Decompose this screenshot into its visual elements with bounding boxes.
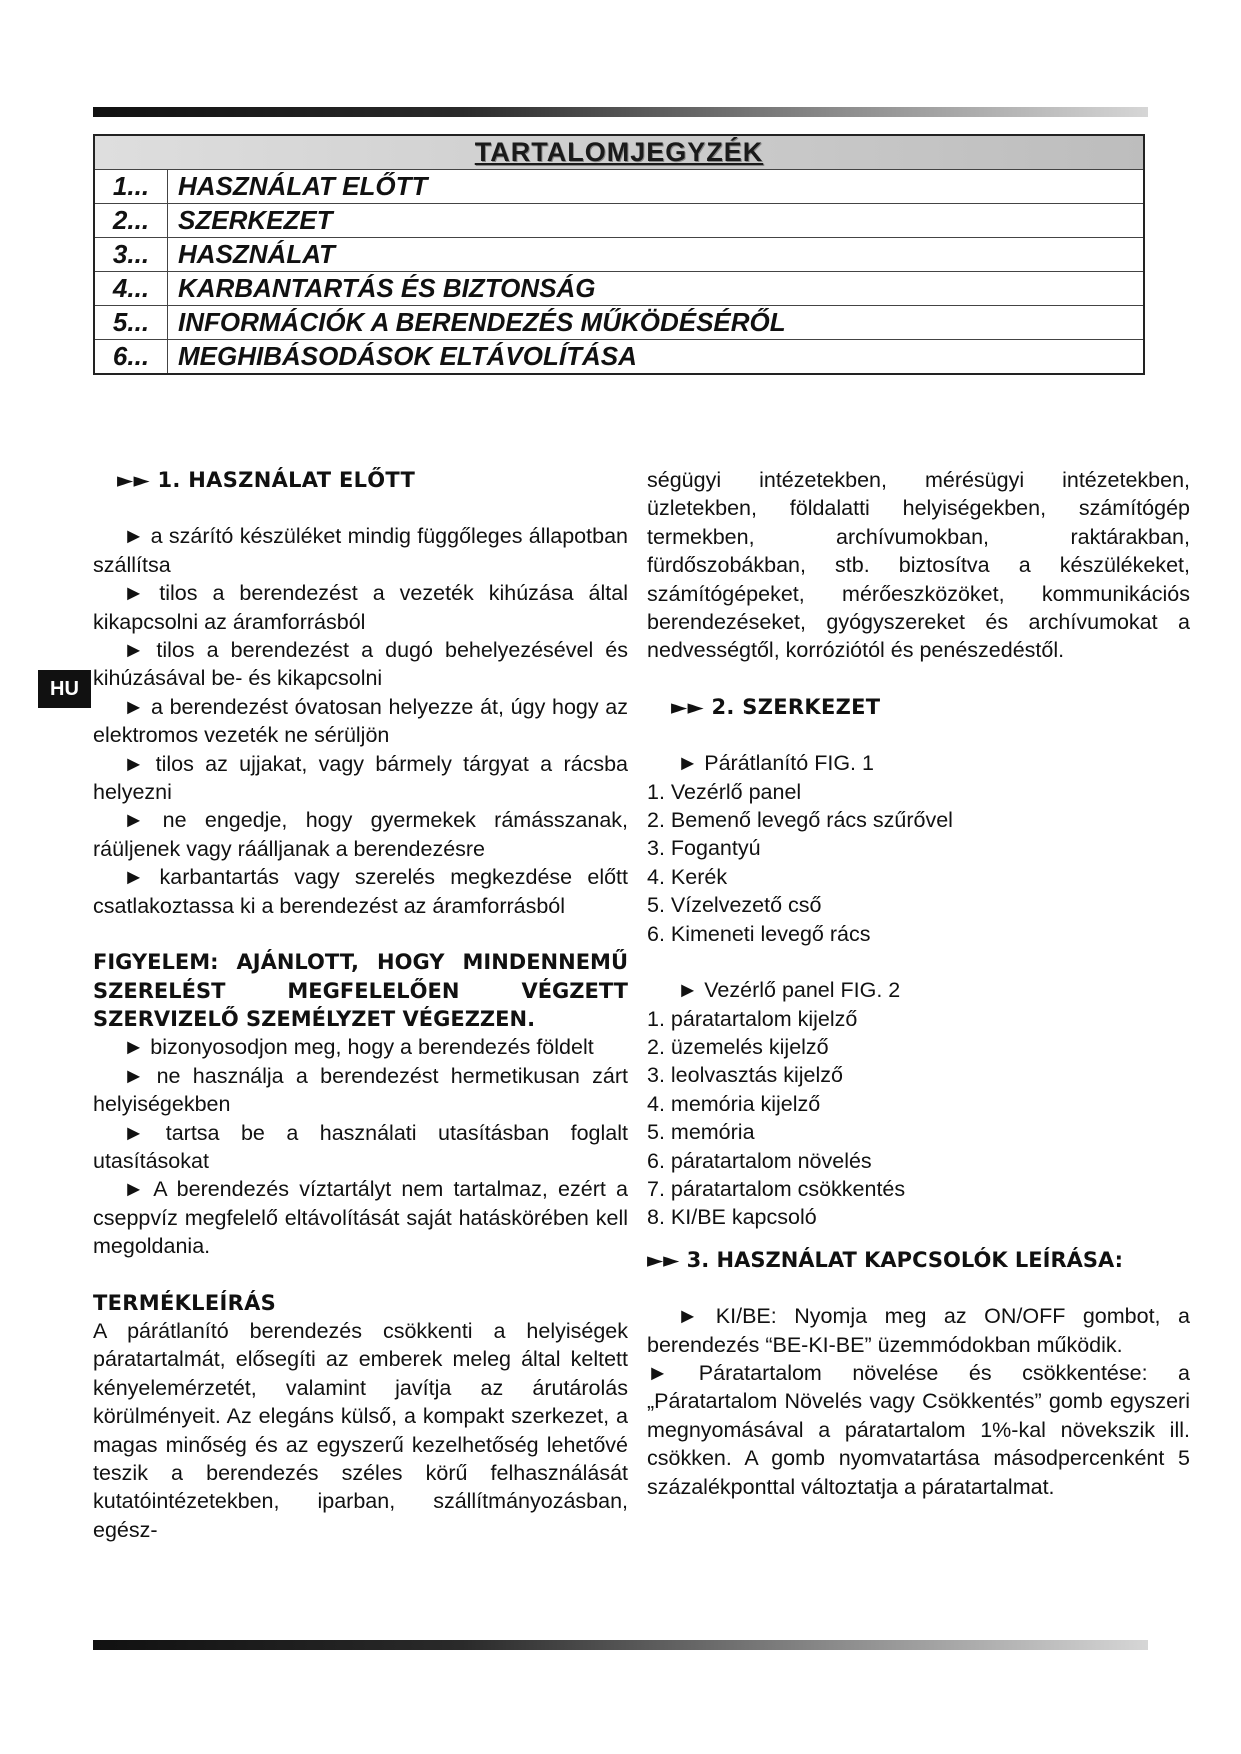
continuation-text: ségügyi intézetekben, mérésügyi intézetekben, üzletekben, földalatti helyiségekben, számítógép termekben, archívumokban, raktárakban, fürdőszobákban, stb. biztosítva a készülékeket, számítógépeket, mérőeszközöket, kommunikációs berendezéseket, gyógyszereket és archívumokat a nedvességtől, korróziótól és penészedéstől. [647, 468, 1190, 663]
list-item: 1. páratartalom kijelző [647, 1006, 858, 1031]
list-item: 4. memória kijelző [647, 1091, 821, 1116]
right-column [647, 466, 1190, 1501]
list-item: ► a szárító készüléket mindig függőleges állapotban szállítsa [93, 524, 628, 577]
toc-row [94, 340, 1144, 375]
toc-row-number: 6... [94, 340, 168, 375]
list-item: 6. Kimeneti levegő rács [647, 921, 871, 946]
toc-row [94, 204, 1144, 238]
list-item: ► karbantartás vagy szerelés megkezdése előtt csatlakoztassa ki a berendezést az áramforrásból [93, 865, 628, 918]
humidity-paragraph: ► Páratartalom növelése és csökkentése: a „Páratartalom Növelés vagy Csökkentés” gomb egyszeri megnyomásával a páratartalom 1%-kal növekszik ill. csökken. A gomb nyomvatartása másodpercenként 5 százalékponttal változtatja a páratartalmat. [647, 1360, 1190, 1499]
list-item: ► tilos a berendezést a dugó behelyezésével és kihúzásával be- és kikapcsolni [93, 638, 628, 691]
toc-row-title: MEGHIBÁSODÁSOK ELTÁVOLÍTÁSA [168, 340, 1145, 375]
onoff-paragraph: ► KI/BE: Nyomja meg az ON/OFF gombot, a berendezés “BE-KI-BE” üzemmódokban működik. [647, 1304, 1190, 1357]
list-item: ► ne használja a berendezést hermetikusan zárt helyiségekben [93, 1063, 628, 1117]
list-item: ► ne engedje, hogy gyermekek rámásszanak, ráüljenek vagy ráálljanak a berendezésre [93, 808, 628, 861]
list-item: ► tilos az ujjakat, vagy bármely tárgyat a rácsba helyezni [93, 751, 628, 805]
top-divider-bar [93, 107, 1148, 117]
product-description-heading: TERMÉKLEÍRÁS [93, 1290, 277, 1315]
toc-row-number: 5... [94, 306, 168, 340]
toc-row-title: HASZNÁLAT ELŐTT [168, 170, 1145, 204]
section-2-heading: ►► 2. SZERKEZET [671, 694, 881, 719]
toc-row-number: 4... [94, 272, 168, 306]
section-1-heading: ►► 1. HASZNÁLAT ELŐTT [117, 468, 416, 492]
toc-header [94, 135, 1144, 170]
list-item: 2. Bemenő levegő rács szűrővel [647, 808, 953, 833]
toc-row-number: 2... [94, 204, 168, 238]
list-item: 8. KI/BE kapcsoló [647, 1205, 817, 1230]
toc-row [94, 306, 1144, 340]
toc-row-number: 3... [94, 238, 168, 272]
list-item: 4. Kerék [647, 864, 728, 889]
list-item: 6. páratartalom növelés [647, 1148, 872, 1173]
list-item: 5. memória [647, 1120, 755, 1145]
bottom-divider-bar [93, 1640, 1148, 1650]
toc-row [94, 170, 1144, 204]
warning-notice: FIGYELEM: AJÁNLOTT, HOGY MINDENNEMŰ SZERELÉST MEGFELELŐEN VÉGZETT SZERVIZELŐ SZEMÉLYZET VÉGEZZEN. [93, 950, 628, 1031]
list-item: ► bizonyosodjon meg, hogy a berendezés földelt [123, 1035, 594, 1060]
list-item: 5. Vízelvezető cső [647, 893, 822, 918]
toc-row-title: INFORMÁCIÓK A BERENDEZÉS MŰKÖDÉSÉRŐL [168, 306, 1145, 340]
table-of-contents [93, 134, 1145, 375]
toc-row [94, 238, 1144, 272]
list-item: ► a berendezést óvatosan helyezze át, úgy hogy az elektromos vezeték ne sérüljön [93, 694, 628, 748]
figure-1-label: ► Párátlanító FIG. 1 [677, 751, 874, 776]
list-item: 7. páratartalom csökkentés [647, 1176, 906, 1201]
list-item: ► tilos a berendezést a vezeték kihúzása által kikapcsolni az áramforrásból [93, 581, 628, 634]
list-item: 3. Fogantyú [647, 836, 761, 861]
language-tab: HU [38, 670, 91, 708]
toc-row-title: KARBANTARTÁS ÉS BIZTONSÁG [168, 272, 1145, 306]
list-item: 2. üzemelés kijelző [647, 1034, 829, 1059]
left-column [93, 466, 628, 1544]
product-description-text: A párátlanító berendezés csökkenti a helyiségek páratartalmát, elősegíti az emberek meleg által keltett kényelemérzetét, valamint javítja az árutárolás körülményeit. Az elegáns külső, a kompakt szerkezet, a magas minőség és az egyszerű kezelhetőség lehetővé teszik a berendezés széles körű felhasználását kutatóintézetekben, iparban, szállítmányozásban, egész- [93, 1318, 628, 1542]
toc-title: TARTALOMJEGYZÉK [474, 137, 764, 167]
list-item: ► tartsa be a használati utasításban foglalt utasításokat [93, 1120, 628, 1173]
list-item: 3. leolvasztás kijelző [647, 1063, 843, 1088]
toc-row-title: SZERKEZET [168, 204, 1145, 238]
toc-row [94, 272, 1144, 306]
toc-row-title: HASZNÁLAT [168, 238, 1145, 272]
figure-2-label: ► Vezérlő panel FIG. 2 [677, 978, 901, 1003]
list-item: 1. Vezérlő panel [647, 779, 802, 804]
list-item: ► A berendezés víztartályt nem tartalmaz, ezért a cseppvíz megfelelő eltávolítását saját hatáskörében kell megoldania. [93, 1177, 628, 1259]
toc-row-number: 1... [94, 170, 168, 204]
section-3-heading: ►► 3. HASZNÁLAT KAPCSOLÓK LEÍRÁSA: [647, 1247, 1124, 1272]
